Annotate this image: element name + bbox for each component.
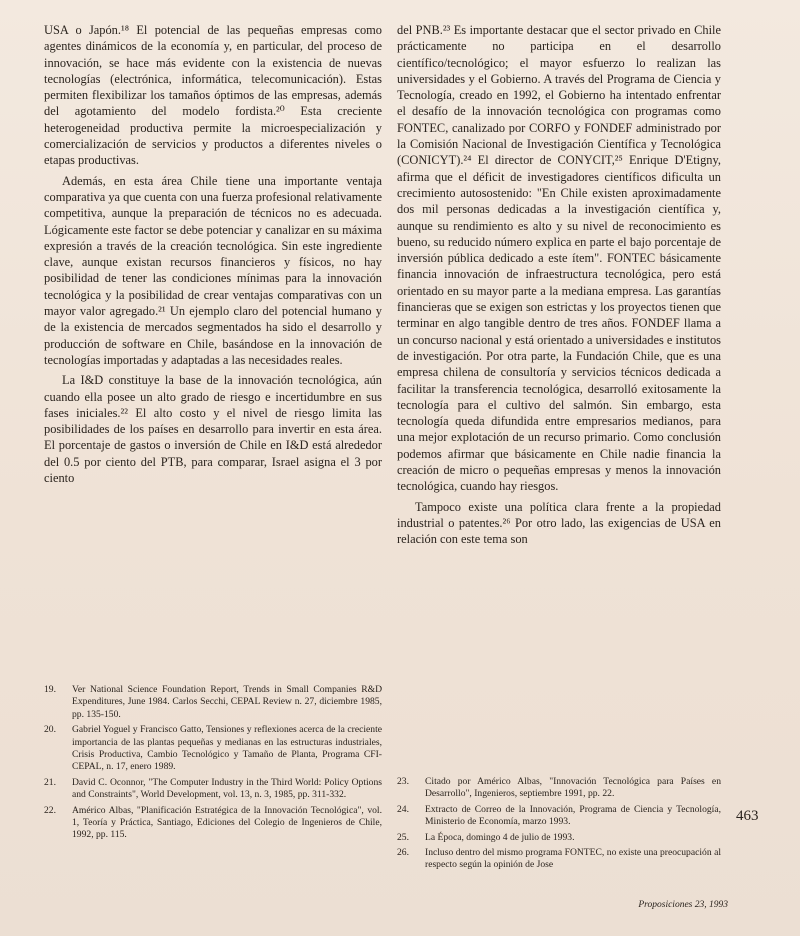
footnote-text: David C. Oconnor, "The Computer Industry in the Third World: Policy Options and Constraints", World Development, vol. 13, n. 3, 1985, pp. 311-332. [72,776,382,801]
body-paragraph: Además, en esta área Chile tiene una importante ventaja comparativa ya que cuenta con una fuerza profesional relativamente competitiva, aunque la preparación de técnicos no es adecuada. Lógicamente este factor se debe potenciar y canalizar en su máxima expresión a través de la creación tecnológica. Sin este ingrediente clave, aunque existan recursos financieros y físicos, no hay posibilidad de tener las condiciones mínimas para la innovación tecnológica y la posibilidad de crear ventajas comparativas con un mayor valor agregado.²¹ Un ejemplo claro del potencial humano y de la existencia de mercados segmentados ha sido el desarrollo y producción de software en Chile, basándose en la innovación de tecnologías importadas y adaptadas a las necesidades reales. [44,173,382,367]
body-paragraph: La I&D constituye la base de la innovación tecnológica, aún cuando ella posee un alto grado de riesgo e incertidumbre en sus fases iniciales.²² El alto costo y el nivel de riesgo limita las posibilidades de los países en desarrollo para invertir en esta área. El porcentaje de gastos o inversión de Chile en I&D está alrededor del 0.5 por ciento del PTB, para comparar, Israel asigna el 3 por ciento [44,373,382,486]
footnote [44,805,382,842]
footnote [397,832,721,844]
footnote-text: Américo Albas, "Planificación Estratégica de la Innovación Tecnológica", vol. 1, Teoría y Práctica, Santiago, Ediciones del Colegio de Ingenieros de Chile, 1992, pp. 115. [72,804,382,841]
body-paragraph: del PNB.²³ Es importante destacar que el sector privado en Chile prácticamente no participa en el desarrollo científico/tecnológico; el mayor esfuerzo lo realizan las universidades y el Gobierno. A través del Programa de Ciencia y Tecnología, creado en 1992, el Gobierno ha intentado enfrentar el desafío de la innovación tecnológica con programas como FONTEC, canalizado por CORFO y FONDEF administrado por la Comisión Nacional de Investigación Científica y Tecnológica (CONICYT).²⁴ El director de CONYCIT,²⁵ Enrique D'Etigny, afirma que el déficit de investigadores científicos dificulta un crecimiento autosostenido: "En Chile existen aproximadamente dos mil personas dedicadas a la investigación científica y, aunque su rendimiento es alto y su nivel de reconocimiento es bueno, su reducido número explica en parte el bajo porcentaje de inversión pública dedicado a este ítem". FONTEC básicamente financia innovación de infraestructura tecnológica, pero está orientado en su mayor parte a la mediana empresa. Las garantías financieras que se exigen son estrictas y los proyectos tienen que terminar en algo tangible dentro de tres años. FONDEF llama a un concurso nacional y está orientado a universidades e institutos de investigación. Por otra parte, la Fundación Chile, que es una empresa chilena de consultoría y servicios técnicos dedicada a facilitar la transferencia tecnológica, desarrolló exitosamente la tecnología para el cultivo del salmón. Sin embargo, esta tecnología queda difundida entre empresarios medianos, para una mejor explotación de un recurso primario. Como conclusión podemos afirmar que básicamente en Chile nadie financia la creación de micro o pequeñas empresas y menos la innovación tecnológica, cuando hay riesgos. [397,23,721,494]
footnote-number: 22. [44,804,56,816]
right-footnotes [397,776,721,875]
footnote-number: 23. [397,776,409,787]
footnote [44,777,382,802]
footnote [44,724,382,774]
footnote-number: 25. [397,831,409,843]
left-footnotes [44,684,382,845]
footnote [44,684,382,721]
body-paragraph: Tampoco existe una política clara frente a la propiedad industrial o patentes.²⁶ Por otro lado, las exigencias de USA en relación con este tema son [397,499,721,547]
footnote-number: 20. [44,724,56,736]
footnote-text: Citado por Américo Albas, "Innovación Tecnológica para Países en Desarrollo", Ingenieros, septiembre 1991, pp. 22. [425,776,721,800]
footnote-number: 26. [397,847,409,859]
page-number: 463 [736,808,759,824]
footnote-number: 24. [397,803,409,815]
footnote-text: Incluso dentro del mismo programa FONTEC, no existe una preocupación al respecto según la opinión de Jose [425,847,721,871]
right-text-column [397,22,721,548]
footnote-number: 21. [44,776,56,788]
footnote-text: La Época, domingo 4 de julio de 1993. [425,831,575,843]
footnote [397,804,721,829]
footnote-number: 19. [44,684,56,695]
footnote-text: Ver National Science Foundation Report, Trends in Small Companies R&D Expenditures, June 1984. Carlos Secchi, CEPAL Review n. 27, diciembre 1985, pp. 135-150. [72,684,382,720]
footnote-text: Gabriel Yoguel y Francisco Gatto, Tensiones y reflexiones acerca de la creciente importancia de las plantas pequeñas y medianas en las estructuras industriales, Crisis Productiva, Cambio Tecnológico y Tamaño de Planta, Programa CFI-CEPAL, n. 17, enero 1989. [72,724,382,773]
left-text-column [44,22,382,486]
running-footer: Proposiciones 23, 1993 [638,900,728,910]
body-paragraph: USA o Japón.¹⁸ El potencial de las pequeñas empresas como agentes dinámicos de la economía y, en particular, del proceso de innovación, se hace más evidente con la existencia de nuevas tecnologías (electrónica, informática, telecomunicación). Estas permiten flexibilizar los tamaños óptimos de las empresas, además del agotamiento del modelo fordista.²⁰ Esta creciente heterogeneidad productiva permite la microespecialización y comercialización de servicios y productos a diferentes niveles o etapas productivas. [44,23,382,168]
footnote [397,847,721,872]
footnote [397,776,721,801]
footnote-text: Extracto de Correo de la Innovación, Programa de Ciencia y Tecnología, Ministerio de Economía, marzo 1993. [425,803,721,828]
